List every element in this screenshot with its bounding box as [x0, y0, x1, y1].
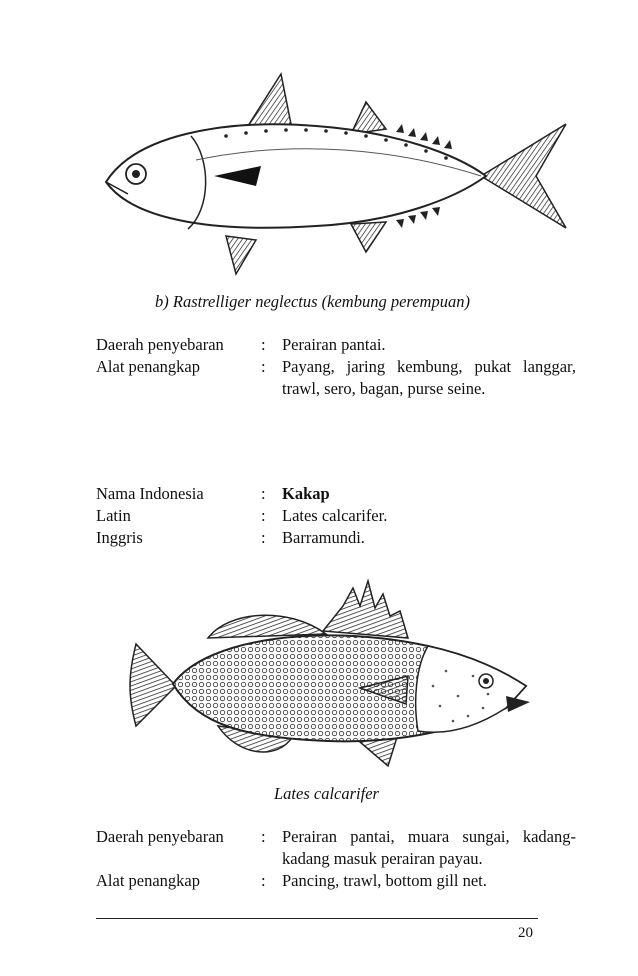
footer-rule — [96, 918, 538, 919]
row-label: Alat penangkap — [96, 357, 201, 376]
row-value: Kakap — [282, 484, 330, 503]
row-value: Lates calcarifer. — [282, 506, 388, 525]
figure-caption-barramundi: Lates calcarifer — [274, 784, 379, 803]
row-label: Daerah penyebaran — [96, 335, 224, 354]
info-row-fishing-gear — [96, 356, 576, 400]
info-row-distribution — [96, 334, 576, 356]
info-row-fishing-gear — [96, 870, 576, 892]
info-row-indonesian-name — [96, 483, 576, 505]
row-value: Perairan pantai, muara sungai, kadang-kadang masuk perairan payau. — [282, 827, 576, 868]
info-row-distribution — [96, 826, 576, 870]
page-number: 20 — [518, 925, 533, 941]
row-colon: : — [261, 528, 266, 547]
row-colon: : — [261, 484, 266, 503]
row-label: Daerah penyebaran — [96, 827, 224, 846]
row-value: Pancing, trawl, bottom gill net. — [282, 871, 487, 890]
info-row-latin-name — [96, 505, 576, 527]
row-colon: : — [261, 335, 266, 354]
row-colon: : — [261, 506, 266, 525]
row-colon: : — [261, 827, 266, 846]
row-value: Perairan pantai. — [282, 335, 386, 354]
mackerel-illustration — [96, 64, 576, 284]
row-colon: : — [261, 871, 266, 890]
row-label: Latin — [96, 506, 131, 525]
row-label: Nama Indonesia — [96, 484, 204, 503]
row-colon: : — [261, 357, 266, 376]
row-value: Barramundi. — [282, 528, 365, 547]
figure-caption-mackerel: b) Rastrelliger neglectus (kembung perempuan) — [155, 292, 470, 311]
barramundi-illustration — [128, 576, 538, 776]
info-row-english-name — [96, 527, 576, 549]
row-label: Inggris — [96, 528, 143, 547]
row-label: Alat penangkap — [96, 871, 201, 890]
row-value: Payang, jaring kembung, pukat langgar, trawl, sero, bagan, purse seine. — [282, 357, 576, 398]
